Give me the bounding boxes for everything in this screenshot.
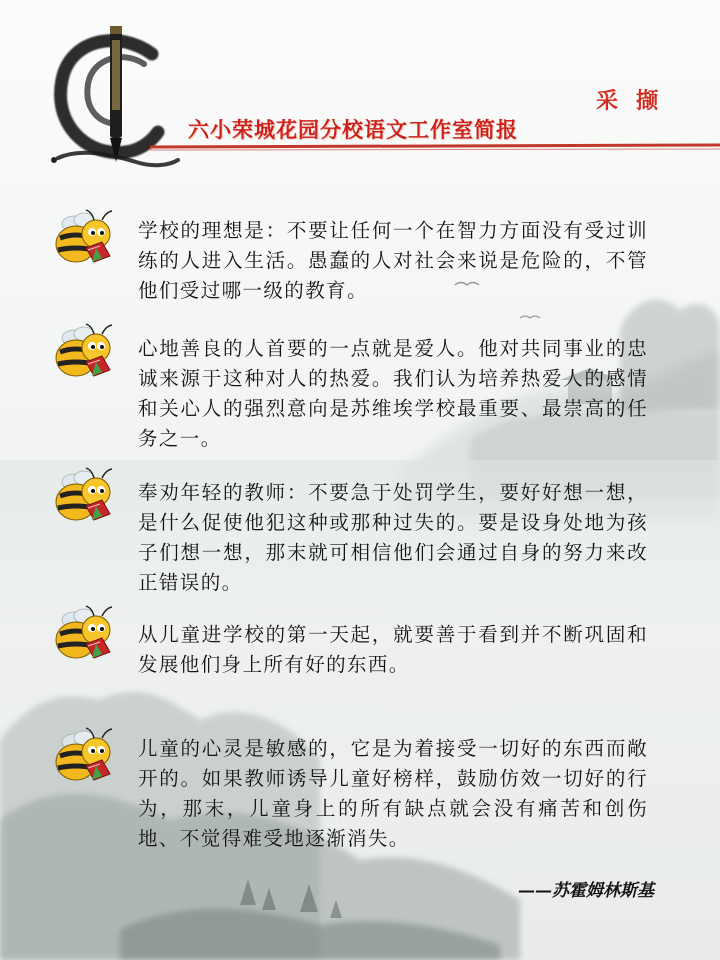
quote-4 [138,620,648,680]
quote-attribution: ——苏霍姆林斯基 [518,881,654,901]
bee-reading-book-icon [50,604,122,666]
quote-text: 从儿童进学校的第一天起，就要善于看到并不断巩固和发展他们身上所有好的东西。 [138,623,648,676]
quote-3 [138,478,648,598]
column-label: 采撷 [596,89,677,114]
quote-2 [138,334,648,454]
quote-text: 奉劝年轻的教师：不要急于处罚学生，要好好想一想，是什么促使他犯这种或那种过失的。要是设身处地为孩子们想一想，那末就可相信他们会通过自身的努力来改正错误的。 [138,481,648,594]
bee-reading-book-icon [50,208,122,270]
bee-reading-book-icon [50,726,122,788]
ink-brush-logo-icon [40,20,190,180]
page-title: 六小荣城花园分校语文工作室简报 [188,118,518,142]
quote-text: 心地善良的人首要的一点就是爱人。他对共同事业的忠诚来源于这种对人的热爱。我们认为培养热爱人的感情和关心人的强烈意向是苏维埃学校最重要、最崇高的任务之一。 [138,337,648,450]
quote-text: 学校的理想是：不要让任何一个在智力方面没有受过训练的人进入生活。愚蠢的人对社会来说是危险的，不管他们受过哪一级的教育。 [138,219,648,302]
bee-reading-book-icon [50,322,122,384]
quote-1 [138,216,648,306]
quote-text: 儿童的心灵是敏感的，它是为着接受一切好的东西而敞开的。如果教师诱导儿童好榜样，鼓励仿效一切好的行为，那末，儿童身上的所有缺点就会没有痛苦和创伤地、不觉得难受地逐渐消失。 [138,737,648,850]
bee-reading-book-icon [50,466,122,528]
quote-5 [138,734,648,854]
